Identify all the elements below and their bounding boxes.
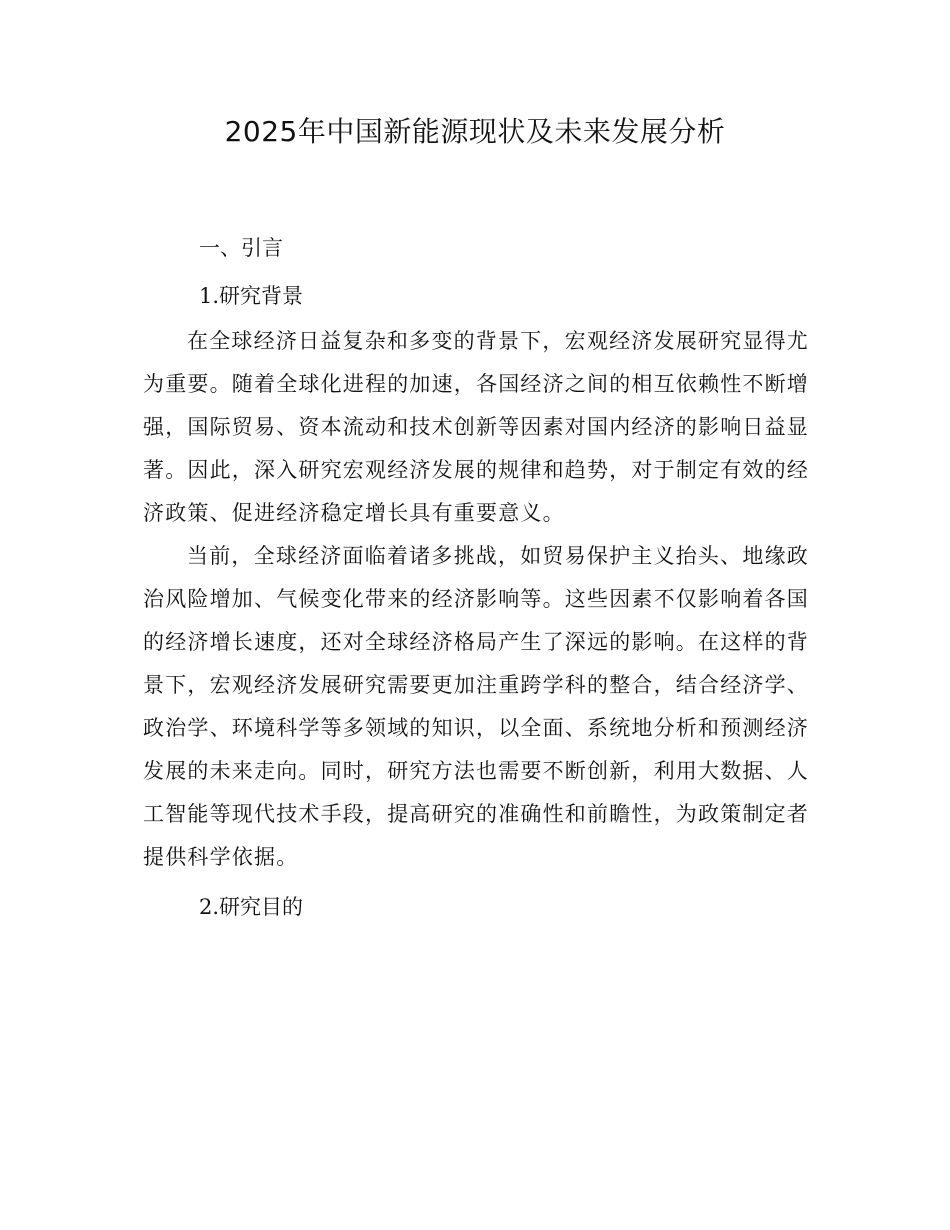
subsection-heading-research-purpose: 2.研究目的 [199, 895, 304, 919]
document-body [143, 224, 809, 931]
subsection-heading-research-background: 1.研究背景 [199, 284, 304, 308]
paragraph-research-background-2: 当前，全球经济面临着诸多挑战，如贸易保护主义抬头、地缘政治风险增加、气候变化带来的经济影响等。这些因素不仅影响着各国的经济增长速度，还对全球经济格局产生了深远的影响。在这样的背景下，宏观经济发展研究需要更加注重跨学科的整合，结合经济学、政治学、环境科学等多领域的知识，以全面、系统地分析和预测经济发展的未来走向。同时，研究方法也需要不断创新，利用大数据、人工智能等现代技术手段，提高研究的准确性和前瞻性，为政策制定者提供科学依据。 [143, 544, 809, 869]
paragraph-research-background-1: 在全球经济日益复杂和多变的背景下，宏观经济发展研究显得尤为重要。随着全球化进程的加速，各国经济之间的相互依赖性不断增强，国际贸易、资本流动和技术创新等因素对国内经济的影响日益显著。因此，深入研究宏观经济发展的规律和趋势，对于制定有效的经济政策、促进经济稳定增长具有重要意义。 [143, 329, 809, 525]
section-heading-introduction: 一、引言 [199, 236, 283, 260]
document-title: 2025年中国新能源现状及未来发展分析 [224, 115, 726, 148]
